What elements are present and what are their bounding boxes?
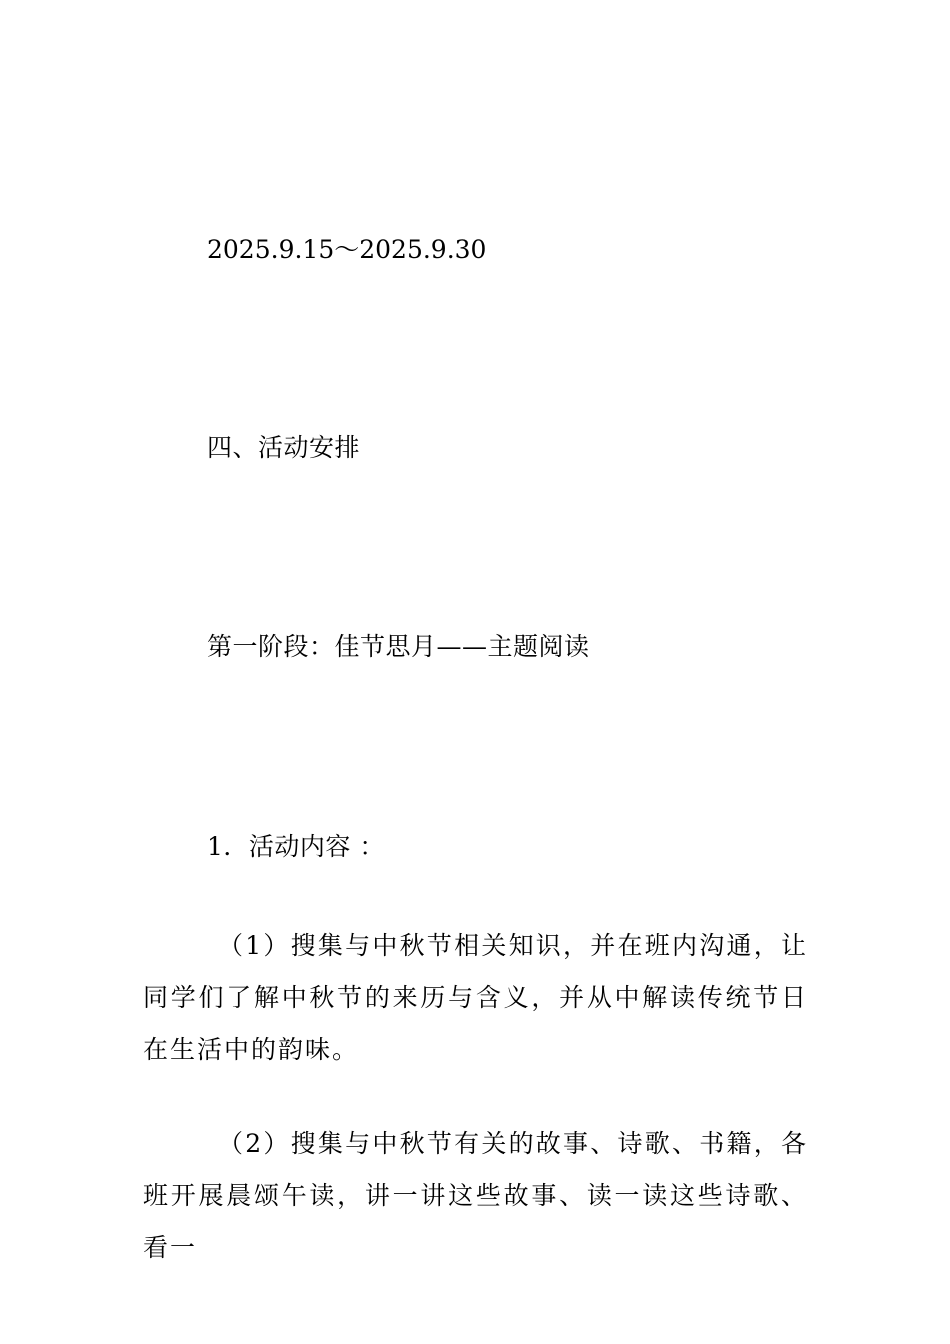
paragraph-collect-stories: （2）搜集与中秋节有关的故事、诗歌、书籍，各班开展晨颂午读，讲一讲这些故事、读一读这些诗歌、看一 <box>143 1129 808 1262</box>
section-heading-activity-arrangement: 四、活动安排 <box>207 433 361 462</box>
phase-one-heading: 第一阶段：佳节思月——主题阅读 <box>207 632 590 661</box>
activity-content-label: 1．活动内容 ： <box>207 832 385 861</box>
activity-date-range: 2025.9.15～2025.9.30 <box>207 235 487 264</box>
paragraph-collect-knowledge: （1）搜集与中秋节相关知识，并在班内沟通，让同学们了解中秋节的来历与含义，并从中解读传统节日在生活中的韵味。 <box>143 931 808 1064</box>
